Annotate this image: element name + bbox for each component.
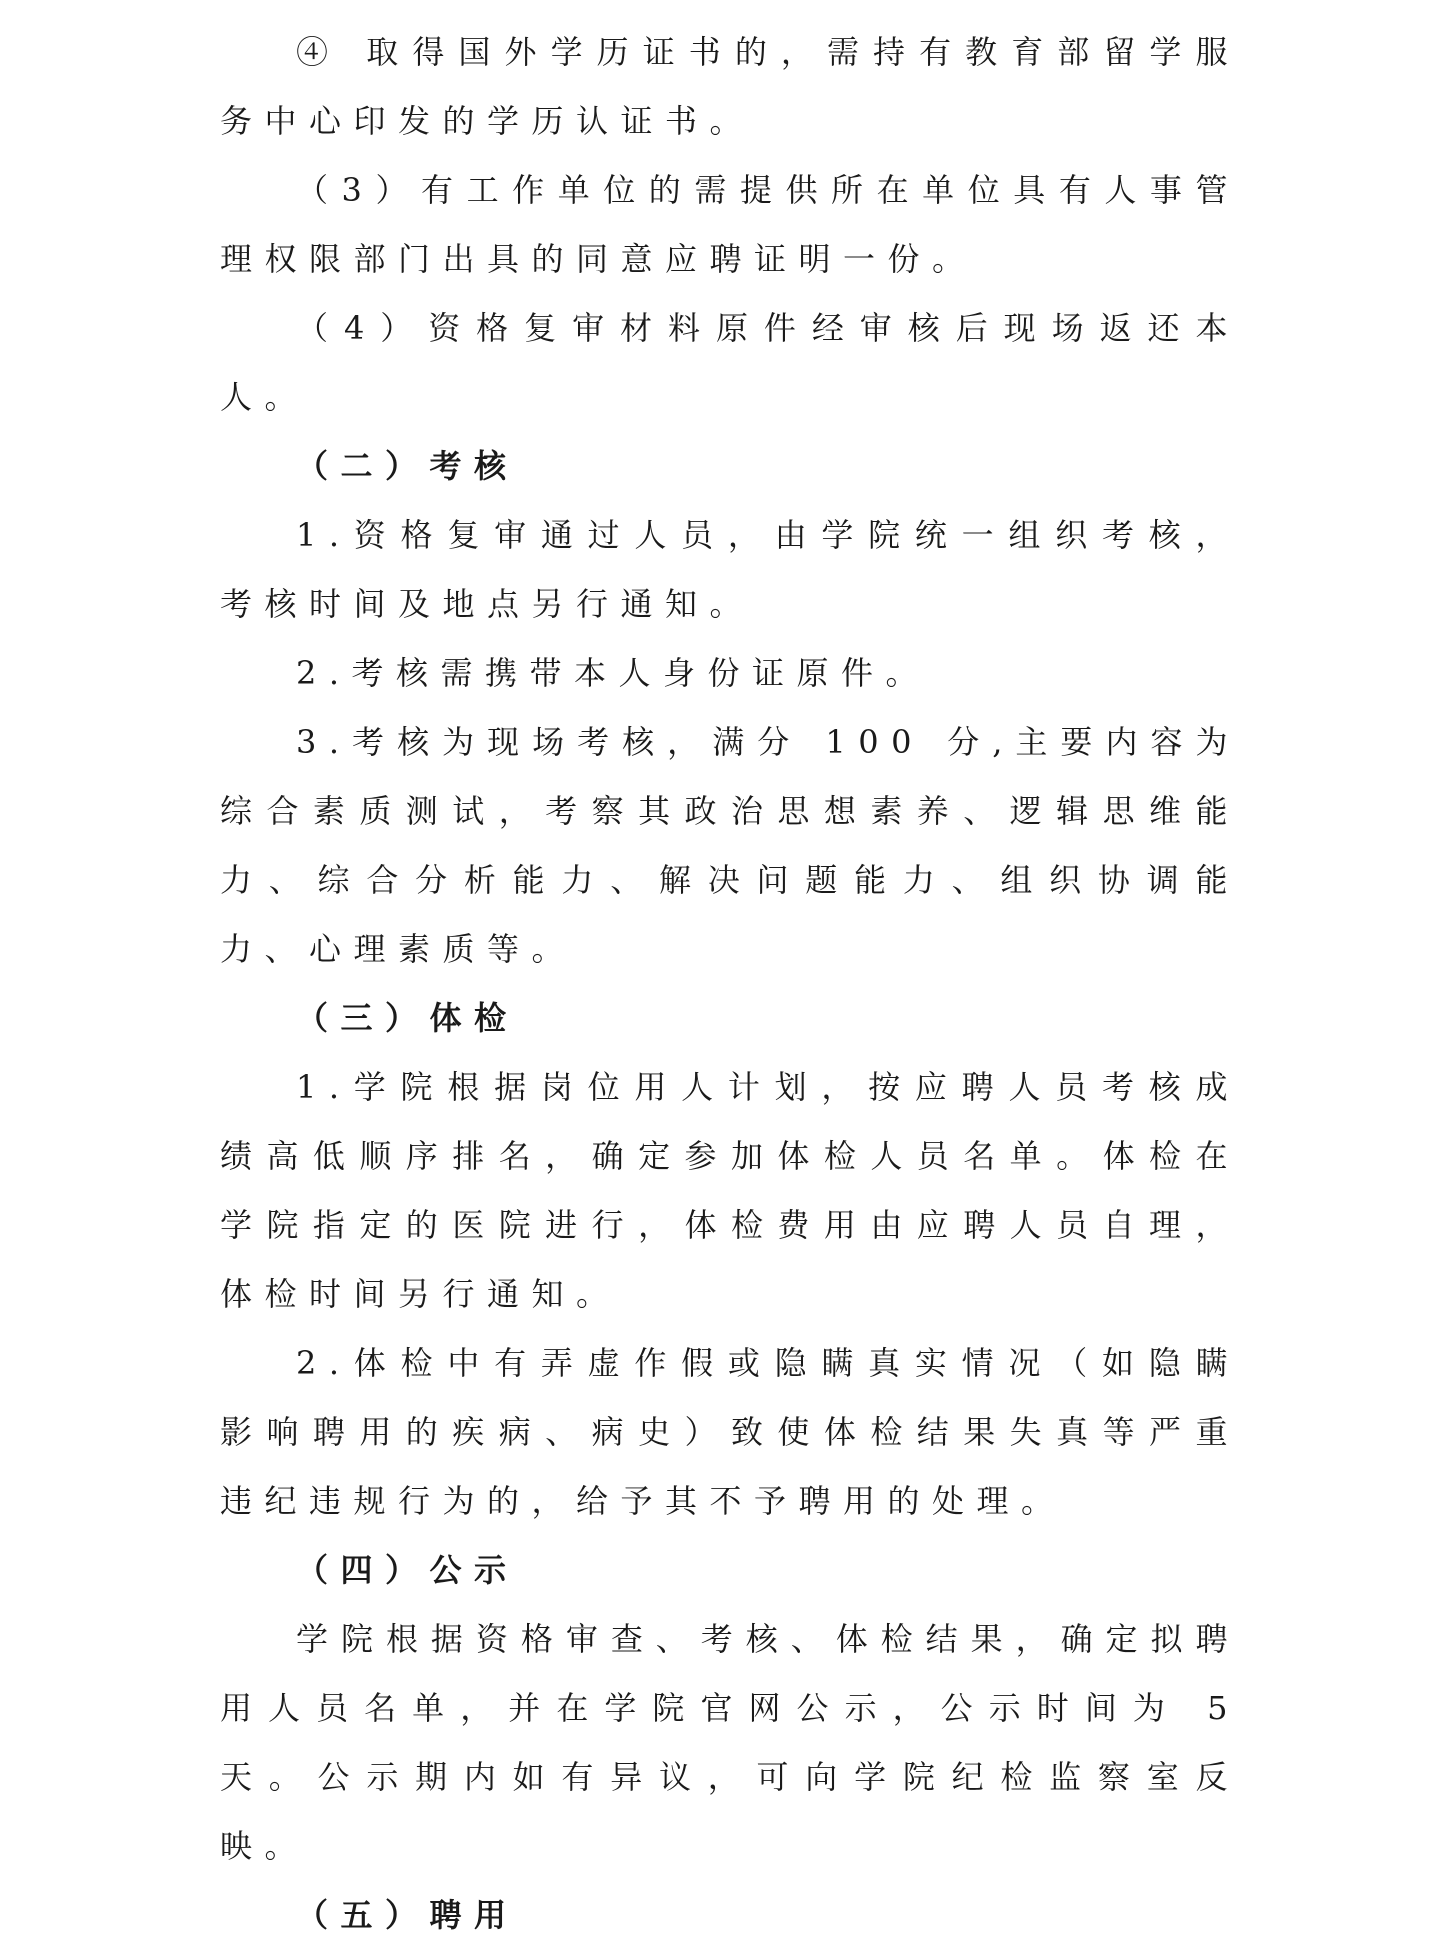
section-heading-assessment: （二）考核 [296, 447, 519, 485]
paragraph-materials-return: （4）资格复审材料原件经审核后现场返还本人。 [220, 309, 1240, 416]
paragraph-assessment-3: 3.考核为现场考核，满分 100 分,主要内容为综合素质测试，考察其政治思想素养、逻辑思维能力、综合分析能力、解决问题能力、组织协调能力、心理素质等。 [220, 723, 1240, 968]
section-heading-physical-exam: （三）体检 [296, 999, 519, 1037]
paragraph-assessment-1: 1.资格复审通过人员，由学院统一组织考核，考核时间及地点另行通知。 [220, 516, 1240, 623]
section-heading-employment: （五）聘用 [296, 1896, 519, 1934]
paragraph-public-notice: 学院根据资格审查、考核、体检结果，确定拟聘用人员名单，并在学院官网公示，公示时间为 5 天。公示期内如有异议，可向学院纪检监察室反映。 [220, 1620, 1240, 1865]
section-heading-public-notice: （四）公示 [296, 1551, 519, 1589]
paragraph-employer-consent: （3）有工作单位的需提供所在单位具有人事管理权限部门出具的同意应聘证明一份。 [220, 171, 1240, 278]
paragraph-assessment-2: 2.考核需携带本人身份证原件。 [296, 654, 931, 692]
document-page [220, 18, 1240, 1950]
paragraph-degree-certification: ④ 取得国外学历证书的，需持有教育部留学服务中心印发的学历认证书。 [220, 33, 1240, 140]
paragraph-physical-exam-2: 2.体检中有弄虚作假或隐瞒真实情况（如隐瞒影响聘用的疾病、病史）致使体检结果失真等严重违纪违规行为的，给予其不予聘用的处理。 [220, 1344, 1240, 1520]
paragraph-physical-exam-1: 1.学院根据岗位用人计划，按应聘人员考核成绩高低顺序排名，确定参加体检人员名单。体检在学院指定的医院进行，体检费用由应聘人员自理，体检时间另行通知。 [220, 1068, 1240, 1313]
